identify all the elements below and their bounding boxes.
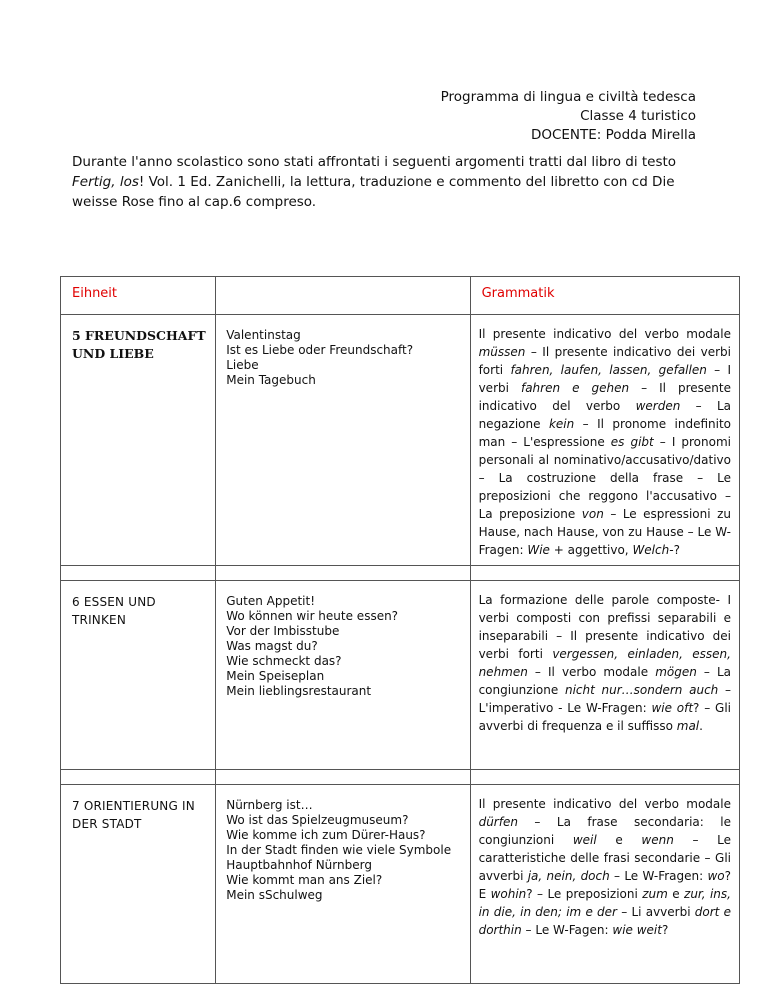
topic-item: Mein Tagebuch — [226, 373, 316, 387]
header-topics — [216, 277, 469, 286]
grammar-segment: zum — [642, 887, 668, 901]
grammar-segment: – I verbi — [478, 363, 732, 395]
grammar-segment: – I pronomi personali al nominativo/accusativo/dativo – La costruzione della frase – Le preposizioni che reggono l'accusativo – La preposizione — [478, 435, 731, 521]
table-row — [61, 581, 740, 770]
topic-item: Mein lieblingsrestaurant — [226, 684, 372, 698]
topic-item: In der Stadt finden wie viele Symbole — [226, 843, 452, 857]
grammar-segment: – La frase secondaria: le congiunzioni — [478, 815, 731, 847]
grammar-segment: ? – Gli avverbi di frequenza e il suffisso — [478, 701, 731, 733]
grammar-segment: werden — [635, 399, 681, 413]
grammar-segment: – Le espressioni zu Hause, nach Hause, von zu Hause – Le W-Fragen: — [478, 507, 731, 557]
grammar-segment: Welch- — [632, 543, 674, 557]
class-line: Classe 4 turistico — [580, 108, 696, 124]
grammar-segment: es gibt — [610, 435, 654, 449]
grammar-segment: zur, ins, in die, in den; im e der — [478, 887, 731, 919]
grammar-segment: ? — [673, 543, 680, 557]
topic-item: Was magst du? — [226, 639, 318, 653]
topic-list — [216, 581, 469, 699]
topic-item: Wie komme ich zum Dürer-Haus? — [226, 828, 426, 842]
topic-item: Liebe — [226, 358, 259, 372]
topic-item: Mein sSchulweg — [226, 888, 323, 902]
grammar-text — [471, 581, 739, 741]
grammar-segment: nicht nur…sondern auch — [564, 683, 719, 697]
topic-item: Wo können wir heute essen? — [226, 609, 399, 623]
grammar-segment: wo — [707, 869, 725, 883]
grammar-segment: La formazione delle parole composte- I verbi composti con prefissi separabili e inseparabili – Il presente indicativo dei verbi forti — [478, 593, 731, 661]
grammar-segment: dürfen — [478, 815, 518, 829]
grammar-segment: müssen — [478, 345, 526, 359]
topic-item: Nürnberg ist… — [226, 798, 313, 812]
grammar-segment: ? – Le preposizioni — [526, 887, 643, 901]
grammar-segment: vergessen, einladen, essen, nehmen — [478, 647, 731, 679]
grammar-segment: Il presente indicativo del verbo modale — [478, 327, 731, 341]
row-gap — [61, 770, 740, 785]
header-unit: Eihneit — [72, 286, 118, 301]
topic-item: Wie schmeckt das? — [226, 654, 342, 668]
grammar-segment: fahren, laufen, lassen, gefallen — [510, 363, 707, 377]
grammar-segment: ? E — [478, 869, 732, 901]
unit-title: 7 ORIENTIERUNG IN DER STADT — [72, 799, 195, 831]
topic-list — [216, 315, 469, 388]
grammar-segment: ? — [661, 923, 669, 937]
grammar-segment: wie oft — [651, 701, 694, 715]
book-title: Fertig, los — [72, 174, 139, 190]
grammar-segment: – La negazione — [478, 399, 732, 431]
grammar-segment: mögen — [655, 665, 697, 679]
grammar-segment: dort e dorthin — [478, 905, 731, 937]
grammar-segment: wenn — [641, 833, 674, 847]
grammar-segment: Il presente indicativo del verbo modale — [478, 797, 731, 811]
grammar-segment: fahren e gehen — [520, 381, 630, 395]
intro-paragraph — [72, 152, 696, 212]
grammar-segment: weil — [572, 833, 597, 847]
unit-title: 6 ESSEN UND TRINKEN — [72, 595, 156, 627]
topic-item: Hauptbahnhof Nürnberg — [226, 858, 372, 872]
header-grammar: Grammatik — [481, 286, 555, 301]
grammar-segment: e — [667, 887, 685, 901]
grammar-text — [471, 315, 739, 565]
grammar-segment: – Le W-Fagen: — [521, 923, 613, 937]
grammar-segment: kein — [548, 417, 575, 431]
topic-item: Valentinstag — [226, 328, 301, 342]
grammar-segment: e — [596, 833, 642, 847]
grammar-segment: – Li avverbi — [617, 905, 695, 919]
unit-title: 5 FREUNDSCHAFT UND LIEBE — [72, 328, 206, 361]
program-table — [60, 276, 740, 984]
grammar-segment: – Le W-Fragen: — [609, 869, 708, 883]
grammar-segment: ja, nein, doch — [527, 869, 610, 883]
row-gap — [61, 566, 740, 581]
grammar-segment: mal — [676, 719, 700, 733]
grammar-text — [471, 785, 739, 945]
grammar-segment: – La congiunzione — [478, 665, 732, 697]
intro-text-1: Durante l'anno scolastico sono stati affrontati i seguenti argomenti tratti dal libro di testo — [72, 154, 677, 170]
topic-item: Guten Appetit! — [226, 594, 316, 608]
grammar-segment: wohin — [490, 887, 527, 901]
grammar-segment: – L'imperativo - Le W-Fragen: — [478, 683, 731, 715]
intro-text-2: ! Vol. 1 Ed. Zanichelli, la lettura, traduzione e commento del libretto con cd Die weisse Rose fino al cap.6 compreso. — [72, 174, 675, 210]
grammar-segment: Wie — [527, 543, 550, 557]
subject-line: Programma di lingua e civiltà tedesca — [440, 89, 696, 105]
table-row — [61, 315, 740, 566]
grammar-segment: + aggettivo, — [549, 543, 633, 557]
grammar-segment: – Il pronome indefinito man – L'espressione — [478, 417, 731, 449]
document-header — [441, 88, 696, 145]
topic-list — [216, 785, 469, 903]
topic-item: Wie kommt man ans Ziel? — [226, 873, 383, 887]
topic-item: Mein Speiseplan — [226, 669, 325, 683]
topic-item: Ist es Liebe oder Freundschaft? — [226, 343, 414, 357]
grammar-segment: – Il presente indicativo del verbo — [478, 381, 731, 413]
table-header-row — [61, 277, 740, 315]
teacher-line: DOCENTE: Podda Mirella — [530, 127, 696, 143]
grammar-segment: von — [581, 507, 604, 521]
table-row — [61, 785, 740, 984]
topic-item: Wo ist das Spielzeugmuseum? — [226, 813, 409, 827]
topic-item: Vor der Imbisstube — [226, 624, 340, 638]
grammar-segment: – Il presente indicativo dei verbi forti — [478, 345, 731, 377]
grammar-segment: – Il verbo modale — [527, 665, 656, 679]
grammar-segment: wie weit — [612, 923, 662, 937]
grammar-segment: . — [699, 719, 703, 733]
grammar-segment: – Le caratteristiche delle frasi secondarie – Gli avverbi — [478, 833, 731, 883]
